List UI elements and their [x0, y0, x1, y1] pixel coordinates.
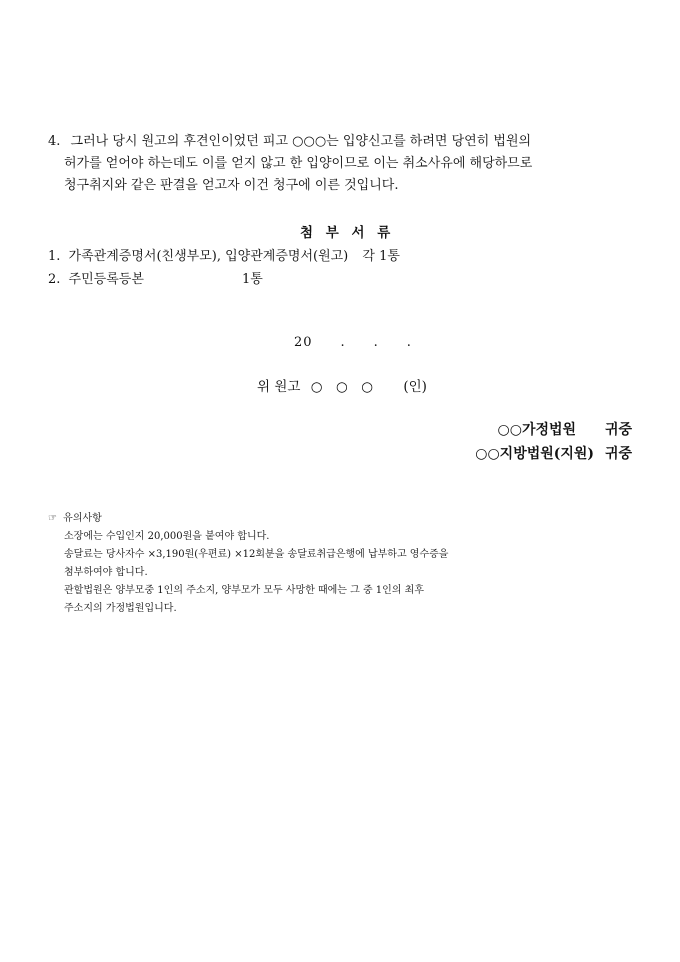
family-court-name: ○○가정법원 [497, 422, 577, 438]
attachments-title: 첨 부 서 류 [300, 225, 395, 241]
plaintiff-label: 위 원고 [257, 379, 301, 395]
attachment-item-1 [48, 245, 400, 264]
honorific: 귀중 [604, 446, 632, 462]
reason-number: 4. [48, 134, 61, 149]
attachment-number: 1. [48, 249, 61, 264]
date-line: 20 . . . [294, 335, 412, 350]
attachment-quantity-2: 1통 [242, 272, 263, 287]
reason-line-3: 청구취지와 같은 판결을 얻고자 이건 청구에 이른 것입니다. [64, 178, 399, 193]
reason-line-1: 그러나 당시 원고의 후견인이었던 피고 ○○○는 입양신고를 하려면 당연히 법원의 [70, 134, 532, 149]
notes-line-2: 송달료는 당사자수 ×3,190원(우편료) ×12회분을 송달료취급은행에 납부하고 영수증을 [64, 549, 449, 560]
notes-line-1: 소장에는 수입인지 20,000원을 붙여야 합니다. [64, 531, 270, 542]
attachment-number: 2. [48, 272, 61, 287]
notes-title: 유의사항 [63, 513, 102, 524]
attachment-item-2 [48, 268, 144, 287]
plaintiff-signature [257, 375, 427, 395]
attachment-text: 주민등록등본 [68, 272, 144, 287]
attachment-quantity: 각 1통 [362, 249, 400, 264]
plaintiff-name: ○ ○ ○ [310, 379, 374, 395]
notes-line-3: 첨부하여야 합니다. [64, 567, 148, 578]
notes-header [48, 510, 102, 528]
pointing-hand-icon: ☞ [48, 513, 57, 524]
reason-item-4 [48, 131, 531, 153]
notes-line-5: 주소지의 가정법원입니다. [64, 603, 177, 614]
plaintiff-seal: (인) [403, 379, 427, 395]
notes-line-4: 관할법원은 양부모중 1인의 주소지, 양부모가 모두 사망한 때에는 그 중 1인의 최후 [64, 585, 424, 596]
attachment-text: 가족관계증명서(친생부모), 입양관계증명서(원고) [68, 249, 349, 264]
reason-line-2: 허가를 얻어야 하는데도 이를 얻지 않고 한 입양이므로 이는 취소사유에 해당하므로 [64, 156, 533, 171]
family-court-addressee [498, 419, 632, 439]
district-court-addressee [475, 443, 632, 463]
honorific: 귀중 [604, 422, 632, 438]
district-court-name: ○○지방법원(지원) [475, 446, 595, 462]
